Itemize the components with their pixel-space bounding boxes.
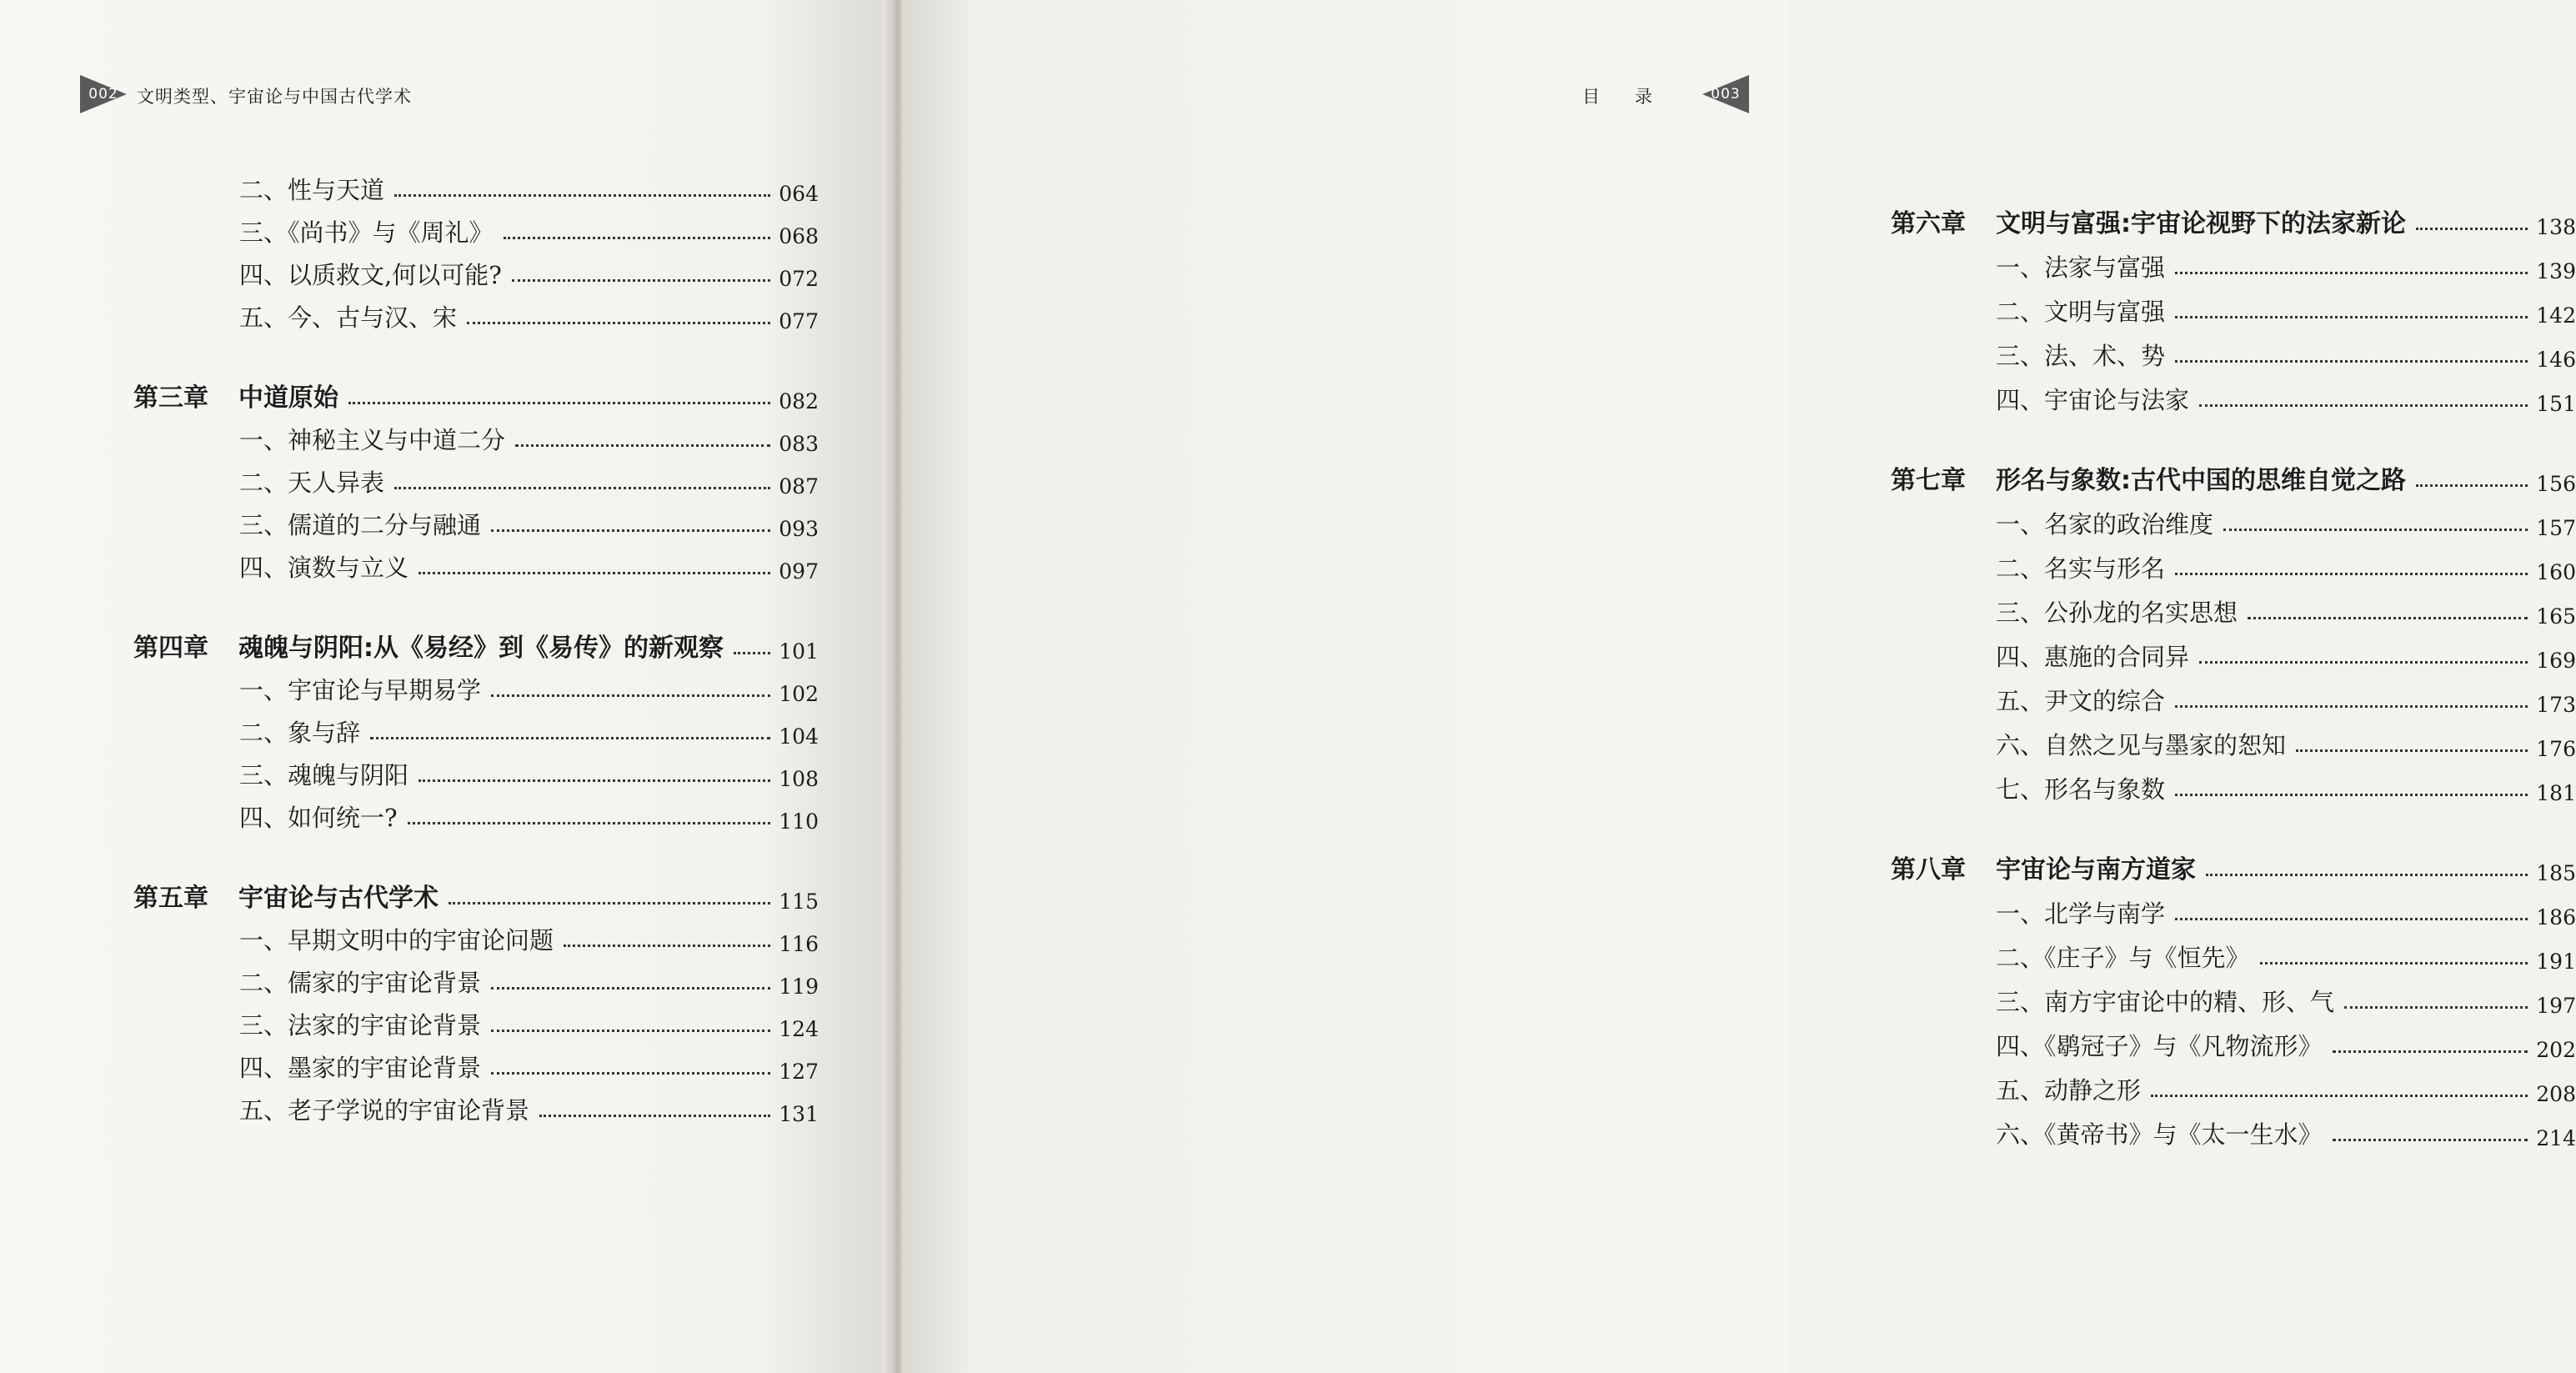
section-page-number: 064: [779, 182, 819, 206]
toc-section-entry: [1891, 540, 2576, 584]
leader-dots: [515, 444, 770, 447]
chapter-title: [1891, 203, 2406, 239]
leader-dots: [504, 237, 771, 239]
toc-section-entry: [133, 999, 819, 1041]
leader-dots: [467, 322, 770, 324]
section-page-number: 077: [779, 309, 819, 333]
section-title: 三、南方宇宙论中的精、形、气: [1996, 988, 2335, 1016]
right-header-title: 目录: [1582, 87, 1687, 107]
section-title: 二、性与天道: [239, 176, 385, 204]
toc-section-entry: [133, 791, 819, 834]
chapter-name: 文明与富强:宇宙论视野下的法家新论: [1996, 209, 2406, 238]
leader-dots: [512, 279, 771, 282]
toc-section-entry: [133, 956, 819, 999]
toc-section-entry: [1891, 974, 2576, 1018]
leader-dots: [491, 1072, 770, 1075]
section-title: 二、名实与形名: [1996, 554, 2166, 583]
leader-dots: [2175, 316, 2528, 318]
section-title: 一、法家与富强: [1996, 253, 2166, 282]
right-toc: [1891, 188, 2576, 1150]
chapter-name: 形名与象数:古代中国的思维自觉之路: [1996, 466, 2406, 495]
chapter-name: 中道原始: [238, 383, 338, 413]
chapter-number: 第四章: [133, 634, 208, 663]
leader-dots: [734, 652, 770, 654]
section-title: 一、早期文明中的宇宙论问题: [239, 926, 554, 955]
toc-section-entry: [1891, 496, 2576, 540]
leader-dots: [2223, 529, 2528, 531]
toc-section-entry: [133, 206, 819, 248]
section-page-number: 151: [2536, 392, 2576, 416]
section-title: 三、魂魄与阴阳: [239, 761, 409, 789]
section-page-number: 186: [2536, 905, 2576, 930]
chapter-number: 第五章: [133, 884, 208, 913]
toc-section-entry: [1891, 283, 2576, 328]
chapter-name: 魂魄与阴阳:从《易经》到《易传》的新观察: [238, 634, 724, 663]
section-title: 四、宇宙论与法家: [1996, 386, 2190, 414]
section-page-number: 083: [779, 432, 819, 456]
chapter-title: [133, 627, 724, 664]
leader-dots: [2416, 228, 2528, 230]
toc-section-entry: [133, 163, 819, 206]
section-title: 二、《庄子》与《恒先》: [1996, 944, 2250, 972]
chapter-number: 第三章: [133, 383, 208, 413]
leader-dots: [2175, 918, 2528, 920]
toc-chapter-entry: [133, 362, 819, 413]
section-title: 一、名家的政治维度: [1996, 510, 2214, 539]
toc-chapter-entry: [133, 862, 819, 914]
toc-section-entry: [133, 706, 819, 749]
section-page-number: 116: [779, 932, 819, 956]
leader-dots: [348, 402, 770, 404]
toc-section-entry: [1891, 629, 2576, 673]
section-page-number: 181: [2536, 781, 2576, 805]
section-title: 三、《尚书》与《周礼》: [239, 218, 494, 247]
chapter-page-number: 082: [779, 389, 819, 413]
section-title: 二、天人异表: [239, 469, 385, 497]
chapter-page-number: 115: [779, 889, 819, 914]
chapter-title: [1891, 459, 2406, 496]
chapter-title: [133, 877, 439, 914]
chapter-page-number: 185: [2536, 861, 2576, 885]
section-page-number: 093: [779, 517, 819, 541]
toc-section-entry: [1891, 584, 2576, 629]
section-page-number: 176: [2536, 737, 2576, 761]
section-title: 二、儒家的宇宙论背景: [239, 969, 482, 997]
right-page-number-badge: [1702, 75, 1749, 113]
section-page-number: 160: [2536, 560, 2576, 584]
toc-section-entry: [1891, 328, 2576, 372]
leader-dots: [2333, 1139, 2528, 1141]
leader-dots: [564, 945, 770, 947]
toc-chapter-entry: [1891, 834, 2576, 885]
toc-section-entry: [1891, 1106, 2576, 1150]
leader-dots: [370, 737, 770, 739]
section-page-number: 208: [2536, 1082, 2576, 1106]
leader-dots: [2206, 874, 2528, 876]
section-title: 五、今、古与汉、宋: [239, 303, 458, 332]
section-title: 五、老子学说的宇宙论背景: [239, 1096, 530, 1125]
section-page-number: 104: [779, 724, 819, 749]
section-page-number: 124: [779, 1017, 819, 1041]
chapter-page-number: 101: [779, 639, 819, 664]
toc-section-entry: [133, 749, 819, 791]
chapter-name: 宇宙论与南方道家: [1996, 855, 2196, 884]
leader-dots: [449, 902, 770, 904]
toc-chapter-entry: [1891, 444, 2576, 496]
toc-section-entry: [133, 248, 819, 291]
leader-dots: [408, 822, 771, 824]
section-title: 五、尹文的综合: [1996, 687, 2166, 715]
toc-chapter-group: [1891, 834, 2576, 1150]
leader-dots: [394, 487, 770, 489]
section-page-number: 119: [779, 975, 819, 999]
section-page-number: 169: [2536, 649, 2576, 673]
leader-dots: [2175, 705, 2528, 708]
toc-section-entry: [1891, 673, 2576, 717]
leader-dots: [394, 194, 770, 197]
chapter-page-number: 138: [2536, 215, 2576, 239]
leader-dots: [418, 779, 770, 782]
toc-section-entry: [1891, 372, 2576, 416]
section-page-number: 173: [2536, 693, 2576, 717]
leader-dots: [491, 694, 770, 697]
toc-chapter-group: [133, 862, 819, 1126]
toc-section-entry: [1891, 885, 2576, 930]
section-title: 一、宇宙论与早期易学: [239, 676, 482, 704]
toc-section-entry: [133, 1041, 819, 1084]
left-page: [0, 0, 890, 1373]
section-page-number: 139: [2536, 259, 2576, 283]
section-page-number: 108: [779, 767, 819, 791]
leader-dots: [2199, 404, 2528, 407]
leader-dots: [2151, 1095, 2528, 1097]
section-page-number: 191: [2536, 950, 2576, 974]
section-title: 五、动静之形: [1996, 1076, 2142, 1105]
section-title: 四、以质救文,何以可能?: [239, 261, 502, 289]
chapter-number: 第七章: [1891, 466, 1966, 495]
section-title: 七、形名与象数: [1996, 775, 2166, 804]
chapter-title: [1891, 849, 2196, 885]
toc-chapter-entry: [133, 612, 819, 664]
section-page-number: 087: [779, 474, 819, 499]
chapter-number: 第八章: [1891, 855, 1966, 884]
left-header-title: 文明类型、宇宙论与中国古代学术: [137, 87, 412, 107]
section-title: 一、北学与南学: [1996, 899, 2166, 928]
section-page-number: 131: [779, 1102, 819, 1126]
section-title: 三、法、术、势: [1996, 342, 2166, 370]
toc-section-entry: [1891, 1062, 2576, 1106]
toc-section-entry: [133, 1084, 819, 1126]
right-page-number: 003: [1711, 86, 1741, 103]
leader-dots: [2175, 573, 2528, 575]
toc-section-entry: [1891, 239, 2576, 283]
leader-dots: [2248, 617, 2528, 619]
toc-chapter-group: [133, 362, 819, 584]
leader-dots: [2175, 360, 2528, 363]
section-page-number: 142: [2536, 303, 2576, 328]
section-page-number: 157: [2536, 516, 2576, 540]
toc-section-entry: [133, 664, 819, 706]
toc-section-entry: [133, 291, 819, 333]
leader-dots: [2175, 794, 2528, 796]
toc-section-entry: [133, 914, 819, 956]
toc-chapter-group: [133, 612, 819, 834]
toc-chapter-group: [1891, 188, 2576, 416]
section-title: 四、墨家的宇宙论背景: [239, 1054, 482, 1082]
section-page-number: 165: [2536, 604, 2576, 629]
section-page-number: 102: [779, 682, 819, 706]
section-title: 三、法家的宇宙论背景: [239, 1011, 482, 1040]
toc-section-entry: [133, 413, 819, 456]
section-title: 二、文明与富强: [1996, 298, 2166, 326]
toc-section-entry: [1891, 761, 2576, 805]
section-page-number: 097: [779, 559, 819, 584]
section-page-number: 110: [779, 809, 819, 834]
section-page-number: 202: [2536, 1038, 2576, 1062]
leader-dots: [491, 987, 770, 990]
toc-section-entry: [1891, 930, 2576, 974]
leader-dots: [491, 529, 770, 532]
chapter-page-number: 156: [2536, 472, 2576, 496]
left-page-number-badge: [80, 75, 127, 113]
leader-dots: [2344, 1006, 2528, 1009]
left-page-number: 002: [88, 86, 118, 103]
left-toc: [133, 163, 819, 1126]
leader-dots: [2333, 1050, 2528, 1053]
right-page: [902, 0, 2576, 1373]
section-title: 二、象与辞: [239, 719, 361, 747]
chapter-number: 第六章: [1891, 209, 1966, 238]
leader-dots: [2296, 749, 2528, 752]
leader-dots: [2416, 484, 2528, 487]
toc-section-entry: [1891, 1018, 2576, 1062]
leader-dots: [491, 1030, 770, 1032]
leader-dots: [2199, 661, 2528, 664]
section-page-number: 127: [779, 1060, 819, 1084]
toc-chapter-group: [133, 163, 819, 333]
section-title: 三、公孙龙的名实思想: [1996, 599, 2238, 627]
section-page-number: 214: [2536, 1126, 2576, 1150]
toc-chapter-entry: [1891, 188, 2576, 239]
section-page-number: 072: [779, 267, 819, 291]
section-title: 一、神秘主义与中道二分: [239, 426, 506, 454]
section-title: 四、惠施的合同异: [1996, 643, 2190, 671]
leader-dots: [2260, 962, 2528, 965]
section-title: 六、自然之见与墨家的恕知: [1996, 731, 2287, 759]
leader-dots: [418, 572, 770, 574]
section-title: 四、演数与立义: [239, 554, 409, 582]
chapter-name: 宇宙论与古代学术: [238, 884, 439, 913]
section-title: 四、《鹖冠子》与《凡物流形》: [1996, 1032, 2323, 1060]
toc-section-entry: [1891, 717, 2576, 761]
section-page-number: 068: [779, 224, 819, 248]
section-title: 六、《黄帝书》与《太一生水》: [1996, 1120, 2323, 1149]
chapter-title: [133, 377, 338, 413]
toc-section-entry: [133, 541, 819, 584]
section-page-number: 146: [2536, 348, 2576, 372]
leader-dots: [2175, 272, 2528, 274]
section-title: 三、儒道的二分与融通: [239, 511, 482, 539]
toc-section-entry: [133, 499, 819, 541]
leader-dots: [539, 1115, 770, 1117]
toc-chapter-group: [1891, 444, 2576, 805]
toc-section-entry: [133, 456, 819, 499]
section-page-number: 197: [2536, 994, 2576, 1018]
section-title: 四、如何统一?: [239, 804, 398, 832]
